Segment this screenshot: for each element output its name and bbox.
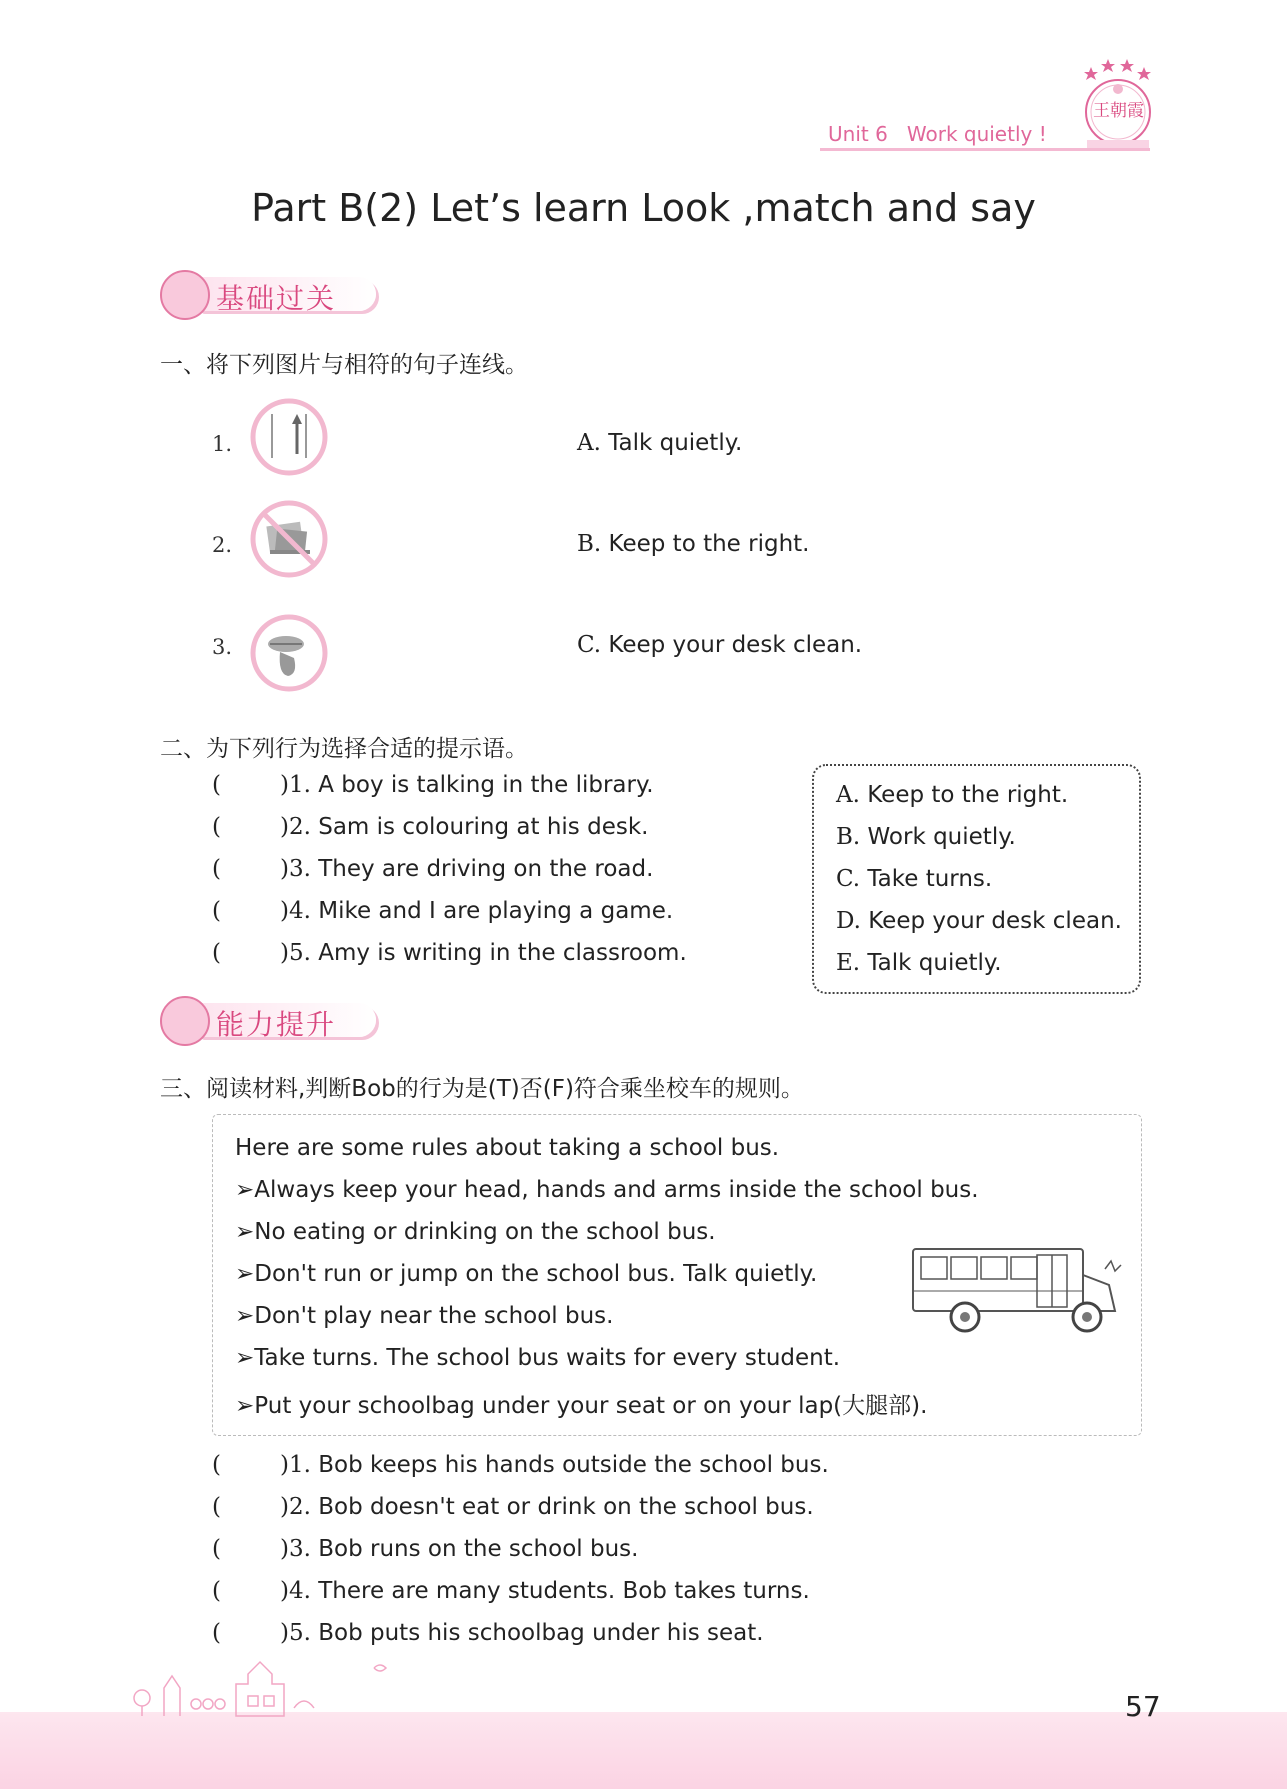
q2-option-text: Keep your desk clean. bbox=[868, 908, 1122, 934]
answer-paren-close[interactable]: )5. bbox=[280, 940, 311, 966]
q3-row-text: Bob runs on the school bus. bbox=[318, 1536, 639, 1562]
q3-row bbox=[212, 1578, 810, 1604]
q1-option bbox=[577, 632, 862, 658]
section-badge-label: 基础过关 bbox=[216, 282, 337, 315]
footer-band bbox=[0, 1712, 1287, 1789]
answer-paren-open: ( bbox=[212, 856, 221, 882]
reading-rule: ➢Always keep your head, hands and arms inside the school bus. bbox=[235, 1177, 979, 1203]
answer-paren-close[interactable]: )4. bbox=[280, 1578, 311, 1604]
q3-row-text: Bob keeps his hands outside the school bus. bbox=[318, 1452, 829, 1478]
section-badge-label: 能力提升 bbox=[216, 1008, 337, 1041]
q2-option bbox=[836, 908, 1122, 934]
q2-option-letter: E. bbox=[836, 950, 861, 976]
q3-row-text: Bob doesn't eat or drink on the school bus. bbox=[318, 1494, 814, 1520]
answer-paren-open: ( bbox=[212, 1452, 221, 1478]
q1-heading: 一、将下列图片与相符的句子连线。 bbox=[160, 352, 528, 378]
quiet-lips-sign-icon bbox=[250, 614, 328, 692]
q3-row bbox=[212, 1536, 638, 1562]
q2-row bbox=[212, 772, 654, 798]
castle-decoration-icon bbox=[124, 1648, 404, 1718]
q2-option-text: Keep to the right. bbox=[867, 782, 1069, 808]
q2-option bbox=[836, 782, 1068, 808]
q3-heading: 三、阅读材料,判断Bob的行为是(T)否(F)符合乘坐校车的规则。 bbox=[160, 1076, 804, 1102]
answer-paren-close[interactable]: )3. bbox=[280, 1536, 311, 1562]
cartoon-boy-icon bbox=[160, 996, 210, 1046]
answer-paren-close[interactable]: )2. bbox=[280, 814, 311, 840]
answer-paren-open: ( bbox=[212, 772, 221, 798]
q3-row-text: Bob puts his schoolbag under his seat. bbox=[318, 1620, 764, 1646]
answer-paren-open: ( bbox=[212, 1620, 221, 1646]
school-bus-icon bbox=[909, 1235, 1129, 1339]
answer-paren-close[interactable]: )4. bbox=[280, 898, 311, 924]
q2-row-text: Mike and I are playing a game. bbox=[318, 898, 674, 924]
q2-option-letter: D. bbox=[836, 908, 861, 934]
page-number: 57 bbox=[1125, 1690, 1161, 1723]
reading-rule: ➢Take turns. The school bus waits for every student. bbox=[235, 1345, 841, 1371]
running-header bbox=[828, 122, 1047, 146]
q2-row-text: They are driving on the road. bbox=[318, 856, 654, 882]
q1-option-letter: C. bbox=[577, 632, 602, 658]
answer-paren-close[interactable]: )3. bbox=[280, 856, 311, 882]
header-unit-title: Work quietly ! bbox=[906, 122, 1047, 146]
q2-row-text: Sam is colouring at his desk. bbox=[318, 814, 649, 840]
q1-option bbox=[577, 531, 810, 557]
q2-option-text: Take turns. bbox=[867, 866, 993, 892]
answer-paren-open: ( bbox=[212, 1578, 221, 1604]
q1-option-text: Keep to the right. bbox=[608, 531, 810, 557]
reading-rule: ➢Put your schoolbag under your seat or on your lap(大腿部). bbox=[235, 1393, 928, 1419]
reading-rule: ➢Don't play near the school bus. bbox=[235, 1303, 614, 1329]
q3-row-text: There are many students. Bob takes turns. bbox=[318, 1578, 810, 1604]
q3-row bbox=[212, 1620, 764, 1646]
page-title: Part B(2) Let’s learn Look ,match and say bbox=[251, 186, 1036, 230]
q2-row bbox=[212, 898, 673, 924]
q2-options-box bbox=[812, 764, 1141, 994]
q1-item-number: 3. bbox=[212, 635, 233, 659]
q1-option-text: Talk quietly. bbox=[608, 430, 743, 456]
q1-item-number: 1. bbox=[212, 432, 233, 456]
q1-option-text: Keep your desk clean. bbox=[608, 632, 863, 658]
q2-option-letter: A. bbox=[836, 782, 860, 808]
q2-option-text: Talk quietly. bbox=[867, 950, 1002, 976]
logo-text: 王朝霞 bbox=[1093, 101, 1144, 121]
answer-paren-close[interactable]: )5. bbox=[280, 1620, 311, 1646]
q1-option-letter: B. bbox=[577, 531, 602, 557]
q2-option bbox=[836, 950, 1002, 976]
q2-option-letter: B. bbox=[836, 824, 861, 850]
q2-option-letter: C. bbox=[836, 866, 861, 892]
section-badge-advanced bbox=[160, 996, 390, 1044]
q2-row bbox=[212, 940, 687, 966]
keep-right-sign-icon bbox=[250, 398, 328, 476]
answer-paren-open: ( bbox=[212, 1536, 221, 1562]
q2-row-text: Amy is writing in the classroom. bbox=[318, 940, 687, 966]
answer-paren-open: ( bbox=[212, 1494, 221, 1520]
section-badge-basic bbox=[160, 270, 390, 318]
q2-heading: 二、为下列行为选择合适的提示语。 bbox=[160, 736, 528, 762]
q1-option bbox=[577, 430, 742, 456]
answer-paren-open: ( bbox=[212, 898, 221, 924]
q1-item-number: 2. bbox=[212, 533, 233, 557]
q2-option bbox=[836, 824, 1016, 850]
no-messy-desk-sign-icon bbox=[250, 500, 328, 578]
answer-paren-close[interactable]: )1. bbox=[280, 1452, 311, 1478]
q2-row bbox=[212, 856, 653, 882]
reading-rule: ➢Don't run or jump on the school bus. Talk quietly. bbox=[235, 1261, 818, 1287]
q2-option-text: Work quietly. bbox=[867, 824, 1016, 850]
reading-passage-box bbox=[212, 1114, 1142, 1436]
reading-rule: ➢No eating or drinking on the school bus. bbox=[235, 1219, 716, 1245]
q1-option-letter: A. bbox=[577, 430, 601, 456]
q2-row-text: A boy is talking in the library. bbox=[318, 772, 654, 798]
cartoon-girl-icon bbox=[160, 270, 210, 320]
q2-option bbox=[836, 866, 992, 892]
header-unit: Unit 6 bbox=[828, 122, 888, 146]
q3-row bbox=[212, 1452, 829, 1478]
q2-row bbox=[212, 814, 648, 840]
q3-row bbox=[212, 1494, 814, 1520]
answer-paren-close[interactable]: )2. bbox=[280, 1494, 311, 1520]
answer-paren-open: ( bbox=[212, 940, 221, 966]
reading-intro: Here are some rules about taking a school bus. bbox=[235, 1135, 780, 1161]
publisher-logo bbox=[1075, 58, 1161, 152]
answer-paren-close[interactable]: )1. bbox=[280, 772, 311, 798]
answer-paren-open: ( bbox=[212, 814, 221, 840]
